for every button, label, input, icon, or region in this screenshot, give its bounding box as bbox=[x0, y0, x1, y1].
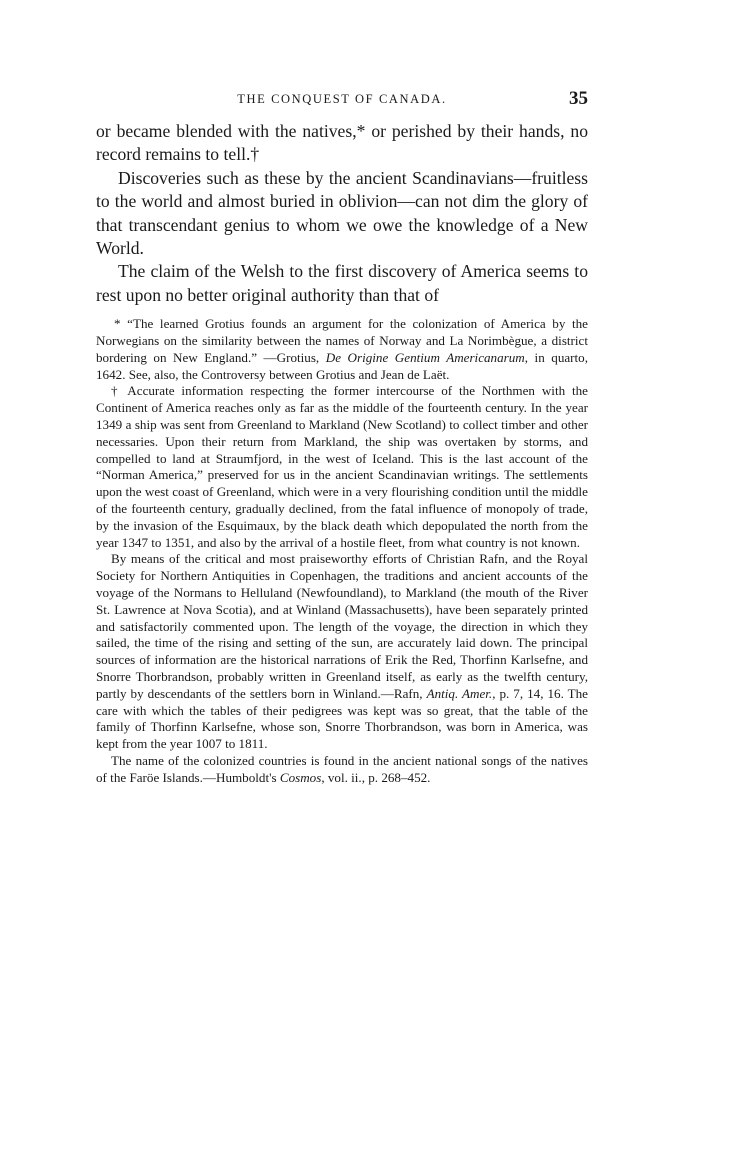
body-paragraph-discoveries: Discoveries such as these by the ancient Scandinavians—fruitless to the world and almost buried in oblivion—can not dim the glory of that transcendant genius to whom we owe the knowledge of a New World. bbox=[96, 167, 588, 259]
footnote-rafn bbox=[96, 551, 588, 753]
footnote-humboldt bbox=[96, 753, 588, 787]
footnote-humboldt-text: The name of the colonized countries is found in the ancient national songs of the natives of the Faröe Islands.—Humboldt's bbox=[96, 752, 588, 785]
footnote-rafn-text: By means of the critical and most praiseworthy efforts of Christian Rafn, and the Royal Society for Northern Antiquities in Copenhagen, the traditions and ancient accounts of the voyage of the Normans to Helluland (Newfoundland), to Markland (the mouth of the River St. Lawrence at Nova Scotia), and at Winland (Massachusetts), have been separately printed and satisfactorily commented upon. The length of the voyage, the direction in which they sailed, the time of the rising and setting of the sun, are accurately laid down. The principal sources of information are the historical narrations of Erik the Red, Thorfinn Karlsefne, and Snorre Thorbrandson, probably written in Greenland itself, as early as the twelfth century, partly by descendants of the settlers born in Winland.—Rafn, bbox=[96, 551, 588, 701]
body-paragraph-continued: or became blended with the natives,* or perished by their hands, no record remains to tell.† bbox=[96, 121, 588, 165]
body-paragraph-welsh-claim: The claim of the Welsh to the first discovery of America seems to rest upon no better original authority than that of bbox=[96, 261, 588, 305]
footnote-grotius-title: De Origine Gentium Americanarum bbox=[325, 349, 525, 365]
footnote-humboldt-title: Cosmos bbox=[279, 769, 322, 785]
footnote-grotius-text: * “The learned Grotius founds an argument for the colonization of America by the Norwegians on the similarity between the names of Norway and La Norimbègue, a district bordering on New England.” —Grotius, bbox=[96, 316, 588, 365]
footnotes bbox=[96, 316, 588, 786]
running-head bbox=[96, 88, 588, 114]
footnote-humboldt-tail: , vol. ii., p. 268–452. bbox=[321, 769, 431, 785]
book-page bbox=[96, 88, 588, 787]
body-text bbox=[96, 120, 588, 307]
footnote-grotius-tail: , in quarto, 1642. See, also, the Controversy between Grotius and Jean de Laët. bbox=[96, 349, 588, 382]
footnote-grotius bbox=[96, 316, 588, 383]
footnote-rafn-title: Antiq. Amer. bbox=[426, 685, 493, 701]
footnote-rafn-tail: , p. 7, 14, 16. The care with which the tables of their pedigrees was kept was so great, that the table of the family of Thorfinn Karlsefne, whose son, Snorre Thorbrandson, was born in America, was kept from the year 1007 to 1811. bbox=[96, 685, 588, 752]
page-number: 35 bbox=[569, 88, 588, 109]
footnote-northmen: † Accurate information respecting the former intercourse of the Northmen with the Continent of America reaches only as far as the middle of the fourteenth century. In the year 1349 a ship was sent from Greenland to Markland (New Scotland) to collect timber and other necessaries. Upon their return from Markland, the ship was overtaken by storms, and compelled to land at Straumfjord, in the west of Iceland. This is the last account of the “Norman America,” preserved for us in the ancient Scandinavian writings. The settlements upon the west coast of Greenland, which were in a very flourishing condition until the middle of the fourteenth century, gradually declined, from the fatal influence of monopoly of trade, by the invasion of the Esquimaux, by the black death which depopulated the north from the year 1347 to 1351, and also by the arrival of a hostile fleet, from what country is not known. bbox=[96, 383, 588, 550]
running-title: THE CONQUEST OF CANADA. bbox=[237, 92, 447, 106]
